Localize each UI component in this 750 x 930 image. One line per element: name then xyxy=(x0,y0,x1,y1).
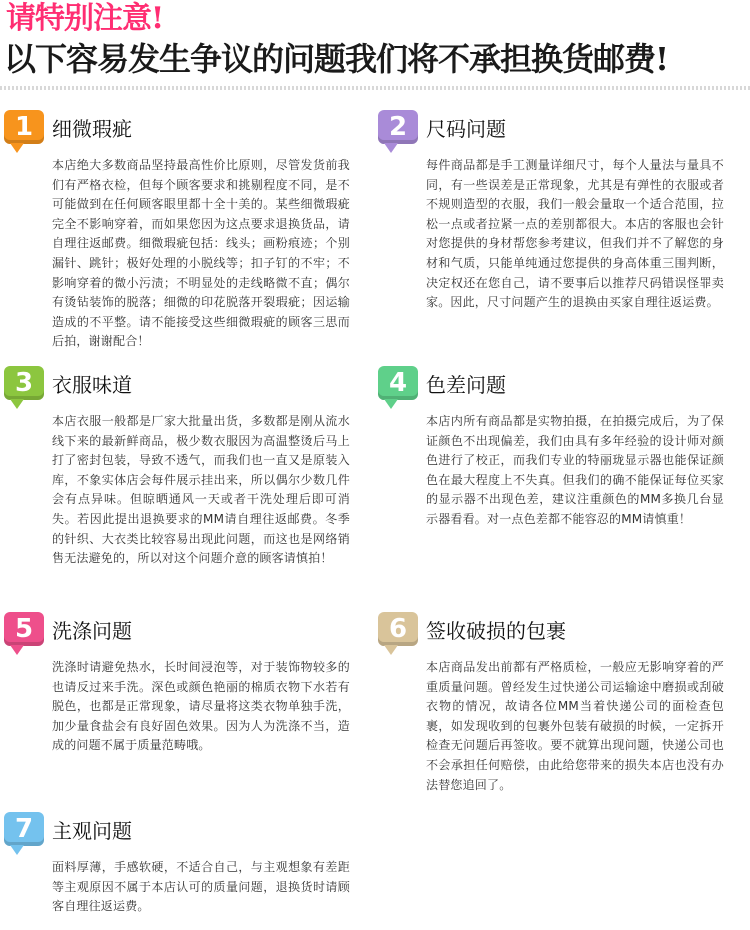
number-badge-icon: 1 xyxy=(4,110,44,144)
number-badge-icon: 5 xyxy=(4,612,44,646)
section-heading: 主观问题 xyxy=(52,819,132,843)
section-heading: 洗涤问题 xyxy=(52,619,132,643)
section-body: 每件商品都是手工测量详细尺寸，每个人量法与量具不同，有一些误差是正常现象，尤其是有弹性的衣服或者不规则造型的衣服，我们一般会量取一个适合范围，拉松一点或者拉紧一点的差别都很大。本店的客服也会针对您提供的身材帮您参考建议，但我们并不了解您的身材和气质，只能单纯通过您提供的身高体重三围判断，决定权还在您自己，请不要事后以推荐尺码错误怪罪卖家。因此，尺寸问题产生的退换由买家自理往返运费。 xyxy=(426,158,724,310)
number-badge-icon: 3 xyxy=(4,366,44,400)
section-heading: 色差问题 xyxy=(426,373,506,397)
section-body: 本店衣服一般都是厂家大批量出货，多数都是刚从流水线下来的最新鲜商品，极少数衣服因为高温整烫后马上打了密封包装，导致不透气，而我们也一直又是原装入库，不象实体店会每件展示挂出来，所以偶尔少数几件会有点异味。但晾晒通风一天或者干洗处理后即可消失。若因此提出退换要求的MM请自理往返邮费。冬季的针织、大衣类比较容易出现此问题，而这也是网络销售无法避免的，所以对这个问题介意的顾客请慎拍！ xyxy=(52,414,350,566)
section-body: 本店内所有商品都是实物拍摄，在拍摄完成后，为了保证颜色不出现偏差，我们由具有多年经验的设计师对颜色进行了校正，而我们专业的特丽珑显示器也能保证颜色在最大程度上不失真。但我们的确不能保证每位买家的显示器不出现色差，建议注重颜色的MM多换几台显示器看看。对一点色差都不能容忍的MM请慎重！ xyxy=(426,414,724,526)
section-body: 本店商品发出前都有严格质检，一般应无影响穿着的严重质量问题。曾经发生过快递公司运输途中磨损或刮破衣物的情况，故请各位MM当着快递公司的面检查包裹，如发现收到的包裹外包装有破损的时候，一定拆开检查无问题后再签收。要不就算出现问题，快递公司也不会承担任何赔偿，由此给您带来的损失本店也没有办法替您追回了。 xyxy=(426,660,724,792)
section-heading: 签收破损的包裹 xyxy=(426,619,566,643)
section-body: 本店绝大多数商品坚持最高性价比原则，尽管发货前我们有严格衣检，但每个顾客要求和挑剔程度不同，是不可能做到在任何顾客眼里都十全十美的。某些细微瑕疵完全不影响穿着，而如果您因为这点要求退换货品，请自理往返邮费。细微瑕疵包括：线头；画粉痕迹；个别漏针、跳针；极好处理的小脱线等；扣子钉的不牢；不影响穿着的微小污渍；不明显处的走线略微不直；偶尔有烫钻装饰的脱落；细微的印花脱落开裂瑕疵；因运输造成的不平整。请不能接受这些细微瑕疵的顾客三思而后拍，谢谢配合！ xyxy=(52,158,350,349)
section-body: 洗涤时请避免热水，长时间浸泡等，对于装饰物较多的也请反过来手洗。深色或颜色艳丽的棉质衣物下水若有脱色，也都是正常现象，请尽量将这类衣物单独手洗，加少量食盐会有良好固色效果。因为人为洗涤不当，造成的问题不属于质量范畴哦。 xyxy=(52,660,350,753)
section-heading: 衣服味道 xyxy=(52,373,132,397)
section-heading: 细微瑕疵 xyxy=(52,117,132,141)
page-title: 请特别注意! xyxy=(6,1,164,36)
number-badge-icon: 6 xyxy=(378,612,418,646)
section-body: 面料厚薄，手感软硬，不适合自己，与主观想象有差距等主观原因不属于本店认可的质量问题，退换货时请顾客自理往返运费。 xyxy=(52,860,350,914)
number-badge-icon: 7 xyxy=(4,812,44,846)
section-heading: 尺码问题 xyxy=(426,117,506,141)
header-divider xyxy=(0,86,750,90)
number-badge-icon: 4 xyxy=(378,366,418,400)
page-subtitle: 以下容易发生争议的问题我们将不承担换货邮费! xyxy=(4,40,669,78)
number-badge-icon: 2 xyxy=(378,110,418,144)
